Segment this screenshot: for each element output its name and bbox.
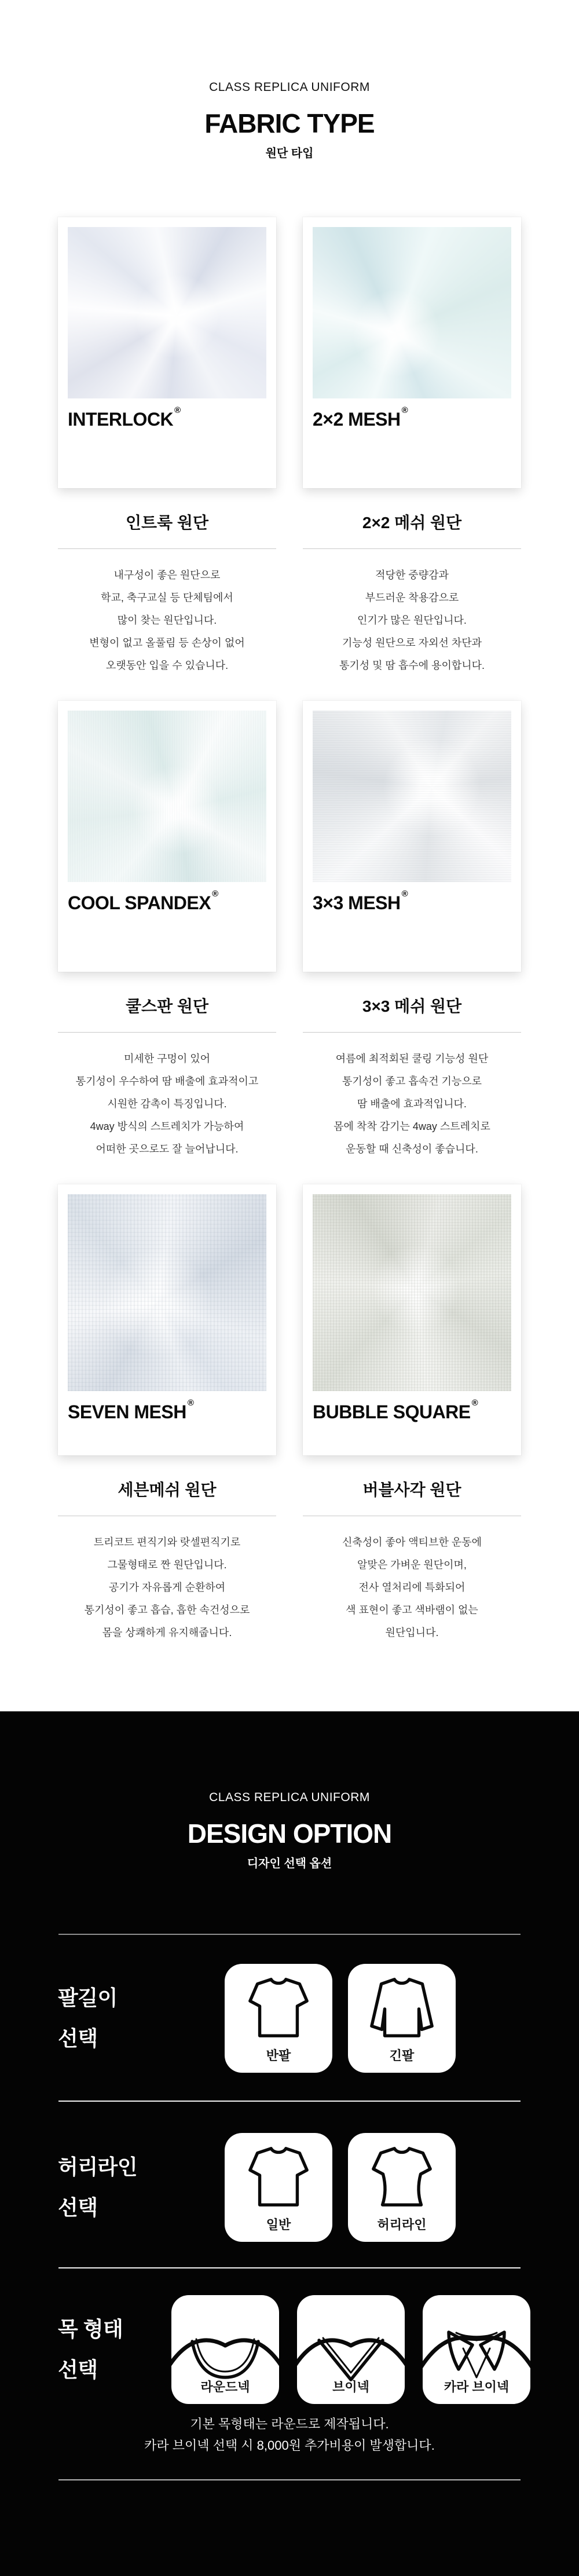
option-cards bbox=[171, 2295, 530, 2404]
divider bbox=[58, 548, 276, 549]
option-card-collar-v-neck bbox=[423, 2295, 530, 2404]
divider bbox=[58, 2101, 521, 2102]
fabric-description bbox=[58, 1531, 276, 1644]
section-subtitle-korean: 디자인 선택 옵션 bbox=[247, 1857, 332, 1870]
description-line: 운동할 때 신축성이 좋습니다. bbox=[346, 1143, 478, 1155]
regular-fit-tee-icon bbox=[244, 2142, 313, 2210]
description-line: 인기가 많은 원단입니다. bbox=[357, 614, 467, 626]
fabric-description bbox=[58, 564, 276, 677]
design-option-section bbox=[0, 1711, 579, 2576]
fabric-name: INTERLOCK ® bbox=[68, 405, 181, 430]
fabric-block-interlock bbox=[58, 217, 276, 677]
registered-mark: ® bbox=[212, 889, 218, 899]
fabric-block-3x3-mesh bbox=[303, 701, 521, 1161]
description-line: 트리코트 편직기와 랏셀편직기로 bbox=[93, 1536, 241, 1548]
option-card-regular-fit bbox=[225, 2133, 332, 2242]
fabric-name: 3×3 MESH ® bbox=[313, 889, 408, 913]
registered-mark: ® bbox=[471, 1398, 478, 1408]
collar-v-neck-icon bbox=[423, 2312, 530, 2385]
section-title: FABRIC TYPE bbox=[204, 108, 375, 138]
fabric-korean-title: 인트룩 원단 bbox=[125, 514, 209, 532]
option-group-label: 목 형태 선택 bbox=[58, 2317, 123, 2381]
description-line: 통기성 및 땀 흡수에 용이합니다. bbox=[339, 660, 485, 671]
description-line: 많이 찾는 원단입니다. bbox=[117, 614, 217, 626]
option-card-waistline-fit bbox=[348, 2133, 456, 2242]
fabric-name: 2×2 MESH ® bbox=[313, 405, 408, 430]
fabric-section-header bbox=[0, 0, 579, 161]
fabric-description bbox=[303, 564, 521, 677]
neck-option-note bbox=[0, 2413, 579, 2456]
description-line: 공기가 자유롭게 순환하여 bbox=[108, 1582, 226, 1593]
divider bbox=[303, 1032, 521, 1033]
fabric-block-2x2-mesh bbox=[303, 217, 521, 677]
description-line: 여름에 최적회된 쿨링 기능성 원단 bbox=[335, 1053, 489, 1064]
section-eyebrow: CLASS REPLICA UNIFORM bbox=[209, 1791, 370, 1804]
fabric-korean-title: 쿨스판 원단 bbox=[125, 997, 209, 1015]
section-title: DESIGN OPTION bbox=[187, 1818, 392, 1849]
option-card-long-sleeve bbox=[348, 1964, 456, 2073]
description-line: 땀 배출에 효과적입니다. bbox=[357, 1098, 467, 1110]
option-card-label: 브이넥 bbox=[332, 2380, 369, 2394]
description-line: 그물형태로 짠 원단입니다. bbox=[107, 1559, 227, 1571]
option-card-label: 반팔 bbox=[266, 2048, 291, 2063]
description-line: 전사 열처리에 특화되어 bbox=[358, 1582, 466, 1593]
v-neck-icon bbox=[297, 2312, 405, 2385]
registered-mark: ® bbox=[187, 1398, 194, 1408]
option-group-label: 허리라인 선택 bbox=[58, 2155, 138, 2219]
note-line: 카라 브이넥 선택 시 8,000원 추가비용이 발생합니다. bbox=[144, 2438, 435, 2453]
seven-mesh-fabric-photo bbox=[68, 1194, 266, 1391]
description-line: 통기성이 우수하여 땀 배출에 효과적이고 bbox=[75, 1075, 259, 1087]
description-line: 4way 방식의 스트레치가 가능하여 bbox=[90, 1121, 244, 1132]
fabric-card-cool-spandex bbox=[58, 701, 276, 972]
option-group-neck-shape bbox=[0, 2295, 579, 2404]
fabric-block-seven-mesh bbox=[58, 1184, 276, 1644]
divider bbox=[58, 2479, 521, 2480]
description-line: 색 표현이 좋고 색바램이 없는 bbox=[346, 1604, 478, 1616]
2x2-mesh-fabric-photo bbox=[313, 227, 511, 398]
registered-mark: ® bbox=[401, 405, 408, 416]
option-card-label: 허리라인 bbox=[377, 2218, 427, 2232]
divider bbox=[58, 1032, 276, 1033]
fabric-name: BUBBLE SQUARE ® bbox=[313, 1398, 478, 1422]
fabric-card-interlock bbox=[58, 217, 276, 488]
description-line: 원단입니다. bbox=[385, 1627, 439, 1638]
description-line: 신축성이 좋아 액티브한 운동에 bbox=[342, 1536, 482, 1548]
description-line: 시원한 감촉이 특징입니다. bbox=[107, 1098, 227, 1110]
registered-mark: ® bbox=[401, 889, 408, 899]
note-line: 기본 목형태는 라운드로 제작됩니다. bbox=[190, 2417, 389, 2431]
design-section-header bbox=[0, 1711, 579, 1871]
divider bbox=[58, 2267, 521, 2268]
fabric-name: COOL SPANDEX ® bbox=[68, 889, 218, 913]
interlock-fabric-photo bbox=[68, 227, 266, 398]
section-subtitle-korean: 원단 타입 bbox=[265, 147, 314, 160]
fabric-grid bbox=[0, 217, 579, 1644]
fabric-description bbox=[303, 1048, 521, 1161]
option-group-label: 팔길이 선택 bbox=[58, 1986, 118, 2050]
description-line: 몸에 착착 감기는 4way 스트레치로 bbox=[334, 1121, 490, 1132]
description-line: 몸을 상쾌하게 유지해줍니다. bbox=[102, 1627, 232, 1638]
fabric-name: SEVEN MESH ® bbox=[68, 1398, 194, 1422]
fabric-card-bubble-square bbox=[303, 1184, 521, 1455]
waistline-tee-icon bbox=[368, 2142, 436, 2210]
description-line: 오랫동안 입을 수 있습니다. bbox=[105, 660, 229, 671]
description-line: 내구성이 좋은 원단으로 bbox=[113, 569, 221, 581]
option-group-sleeve-length bbox=[0, 1964, 579, 2073]
description-line: 변형이 없고 올풀림 등 손상이 없어 bbox=[89, 637, 245, 649]
fabric-korean-title: 세븐메쉬 원단 bbox=[118, 1481, 217, 1499]
option-cards bbox=[225, 1964, 456, 2073]
divider bbox=[303, 548, 521, 549]
divider bbox=[58, 1934, 521, 1935]
fabric-card-3x3-mesh bbox=[303, 701, 521, 972]
option-group-waistline bbox=[0, 2133, 579, 2242]
description-line: 통기성이 좋고 흡속건 기능으로 bbox=[342, 1075, 482, 1087]
description-line: 어떠한 곳으로도 잘 늘어납니다. bbox=[96, 1143, 239, 1155]
description-line: 부드러운 착용감으로 bbox=[365, 592, 459, 603]
short-sleeve-tee-icon bbox=[244, 1973, 313, 2041]
fabric-korean-title: 2×2 메쉬 원단 bbox=[362, 514, 462, 532]
section-eyebrow: CLASS REPLICA UNIFORM bbox=[209, 80, 370, 94]
3x3-mesh-fabric-photo bbox=[313, 711, 511, 882]
option-cards bbox=[225, 2133, 456, 2242]
fabric-korean-title: 3×3 메쉬 원단 bbox=[362, 997, 462, 1015]
fabric-card-2x2-mesh bbox=[303, 217, 521, 488]
option-card-label: 일반 bbox=[266, 2218, 291, 2232]
cool-spandex-fabric-photo bbox=[68, 711, 266, 882]
fabric-description bbox=[303, 1531, 521, 1644]
option-card-label: 카라 브이넥 bbox=[444, 2380, 510, 2394]
fabric-card-seven-mesh bbox=[58, 1184, 276, 1455]
description-line: 학교, 축구교실 등 단체팀에서 bbox=[101, 592, 233, 603]
fabric-korean-title: 버블사각 원단 bbox=[362, 1481, 461, 1499]
option-card-round-neck bbox=[171, 2295, 279, 2404]
option-card-label: 긴팔 bbox=[389, 2048, 415, 2063]
description-line: 미세한 구멍이 있어 bbox=[123, 1053, 211, 1064]
round-neck-icon bbox=[171, 2312, 279, 2385]
option-card-short-sleeve bbox=[225, 1964, 332, 2073]
fabric-block-cool-spandex bbox=[58, 701, 276, 1161]
bubble-square-fabric-photo bbox=[313, 1194, 511, 1391]
fabric-description bbox=[58, 1048, 276, 1161]
description-line: 알맞은 가벼운 원단이며, bbox=[357, 1559, 467, 1571]
registered-mark: ® bbox=[174, 405, 181, 416]
description-line: 적당한 중량감과 bbox=[375, 569, 449, 581]
option-card-v-neck bbox=[297, 2295, 405, 2404]
fabric-block-bubble-square bbox=[303, 1184, 521, 1644]
description-line: 기능성 원단으로 자외선 차단과 bbox=[342, 637, 482, 649]
description-line: 통기성이 좋고 흡습, 흡한 속건성으로 bbox=[84, 1604, 250, 1616]
option-card-label: 라운드넥 bbox=[200, 2380, 250, 2394]
long-sleeve-tee-icon bbox=[368, 1973, 436, 2041]
